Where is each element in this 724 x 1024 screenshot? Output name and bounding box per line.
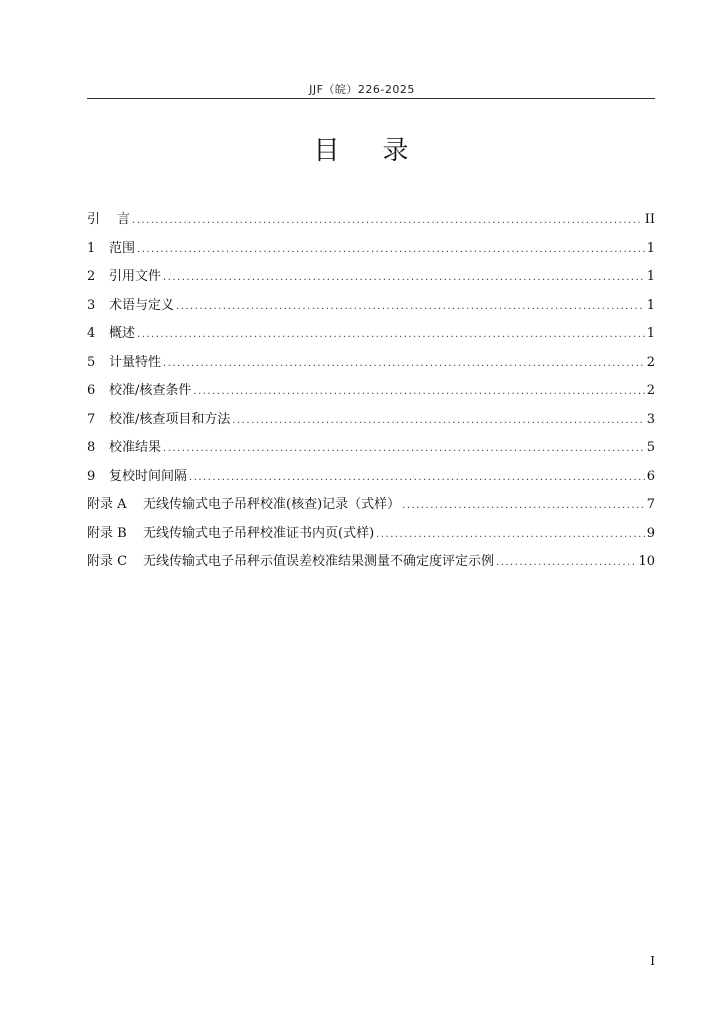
toc-entry-appendix-a[interactable]	[87, 493, 655, 522]
toc-entry-scope[interactable]	[87, 237, 655, 266]
toc-leader-dots	[163, 443, 645, 454]
toc-entry-title: 言	[117, 212, 131, 227]
toc-entry-page: 2	[646, 383, 655, 398]
toc-entry-label: 1	[87, 240, 96, 256]
header-rule	[87, 98, 655, 99]
toc-leader-dots	[163, 358, 645, 369]
toc-leader-dots	[132, 215, 643, 226]
toc-entry-label: 6	[87, 383, 96, 398]
toc-entry-label: 3	[87, 297, 96, 313]
toc-entry-page: 1	[646, 240, 655, 256]
toc-entry-appendix-b[interactable]	[87, 522, 655, 551]
toc-entry-title: 无线传输式电子吊秤校准证书内页(式样)	[143, 525, 375, 541]
toc-entry-terms[interactable]	[87, 294, 655, 323]
toc-entry-page: II	[644, 212, 655, 227]
toc-leader-dots	[376, 529, 645, 540]
toc-entry-title: 范围	[109, 240, 136, 256]
table-of-contents	[87, 208, 655, 579]
toc-entry-appendix-c[interactable]	[87, 550, 655, 579]
toc-entry-page: 2	[646, 354, 655, 370]
page-title: 目 录	[313, 136, 411, 166]
toc-entry-title: 概述	[109, 326, 136, 341]
toc-entry-conditions[interactable]	[87, 379, 655, 408]
toc-leader-dots	[193, 386, 644, 397]
toc-entry-title: 引用文件	[109, 269, 162, 284]
toc-entry-references[interactable]	[87, 265, 655, 294]
toc-entry-overview[interactable]	[87, 322, 655, 351]
toc-entry-page: 5	[646, 440, 655, 455]
toc-entry-page: 6	[646, 468, 655, 484]
toc-entry-label: 9	[87, 468, 96, 484]
toc-leader-dots	[402, 500, 645, 511]
toc-entry-page: 1	[646, 326, 655, 341]
toc-entry-label: 附录 A	[87, 497, 127, 512]
toc-entry-label: 4	[87, 326, 96, 341]
toc-entry-results[interactable]	[87, 436, 655, 465]
toc-entry-label: 附录 B	[87, 525, 127, 541]
toc-entry-introduction[interactable]	[87, 208, 655, 237]
toc-leader-dots	[232, 415, 644, 426]
toc-entry-label: 7	[87, 411, 96, 427]
toc-entry-label: 附录 C	[87, 554, 128, 569]
toc-leader-dots	[189, 472, 645, 483]
toc-entry-label: 8	[87, 440, 96, 455]
toc-entry-title: 无线传输式电子吊秤示值误差校准结果测量不确定度评定示例	[143, 554, 495, 569]
toc-entry-title: 校准/核查项目和方法	[109, 411, 231, 427]
toc-leader-dots	[176, 301, 645, 312]
toc-entry-characteristics[interactable]	[87, 351, 655, 380]
toc-entry-title: 无线传输式电子吊秤校准(核查)记录（式样）	[143, 497, 401, 512]
toc-entry-title: 计量特性	[109, 354, 162, 370]
toc-leader-dots	[137, 244, 645, 255]
toc-entry-label: 引	[87, 212, 101, 227]
page-number: I	[650, 954, 655, 968]
toc-entry-label: 2	[87, 269, 96, 284]
toc-entry-title: 校准结果	[109, 440, 162, 455]
toc-leader-dots	[163, 272, 645, 283]
toc-entry-page: 10	[638, 554, 655, 569]
toc-entry-page: 1	[646, 269, 655, 284]
toc-leader-dots	[137, 329, 645, 340]
toc-entry-methods[interactable]	[87, 408, 655, 437]
toc-entry-title: 复校时间间隔	[109, 468, 188, 484]
toc-entry-page: 3	[646, 411, 655, 427]
toc-entry-page: 1	[646, 297, 655, 313]
toc-entry-title: 校准/核查条件	[109, 383, 192, 398]
toc-entry-page: 7	[646, 497, 655, 512]
toc-entry-interval[interactable]	[87, 465, 655, 494]
toc-entry-label: 5	[87, 354, 96, 370]
toc-leader-dots	[496, 557, 636, 568]
toc-entry-title: 术语与定义	[109, 297, 175, 313]
document-code: JJF（皖）226-2025	[309, 83, 415, 96]
toc-entry-page: 9	[646, 525, 655, 541]
